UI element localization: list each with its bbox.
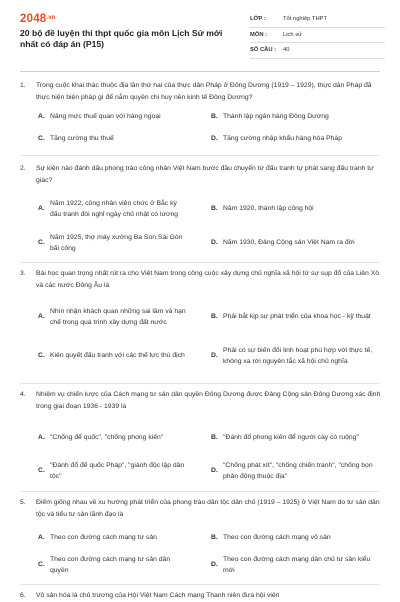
option-letter: B. xyxy=(211,205,218,213)
option-text: Nhìn nhận khách quan những sai lầm và hạn chế trong quá trình xây dựng đất nước xyxy=(50,307,186,326)
option-letter: A. xyxy=(38,434,45,442)
question-number: 4. xyxy=(20,391,26,398)
option-letter: D. xyxy=(211,352,218,360)
option-4c[interactable] xyxy=(38,459,190,483)
option-letter: B. xyxy=(211,113,218,120)
question-separator xyxy=(20,155,380,156)
option-5a[interactable] xyxy=(38,532,190,544)
document-meta xyxy=(250,12,385,59)
header-divider xyxy=(20,71,380,72)
option-text: Phải có sự biến đổi linh hoạt phù hợp với thực tế, không xa rời nguyên tắc xã hội chủ nghĩa xyxy=(223,346,373,365)
option-1a[interactable] xyxy=(38,111,190,123)
option-text: Theo con đường cách mạng dân chủ tư sản kiểu mới xyxy=(223,555,371,574)
option-letter: A. xyxy=(38,534,45,541)
logo-text: 2048 xyxy=(20,13,47,25)
option-text: Năm 1920, thành lập công hội xyxy=(223,205,314,213)
meta-key: LỚP : xyxy=(250,16,266,23)
option-text: Theo con đường cách mạng tư sản xyxy=(50,534,157,541)
option-letter: B. xyxy=(211,534,218,541)
question-4 xyxy=(20,389,382,412)
option-text: Năm 1925, thợ máy xưởng Ba Son Sài Gòn bãi công xyxy=(50,233,183,252)
question-text: Trong cuộc khai thác thuộc địa lần thứ hai của thực dân Pháp ở Đông Dương (1919 – 1929), thực dân Pháp đã thực hiện biện pháp gì để nắm quyền chi huy nền kinh tế Đông Dương? xyxy=(36,82,372,101)
option-text: Theo con đường cách mạng tư sản dân quyền xyxy=(50,555,171,574)
meta-value: 40 xyxy=(283,47,290,54)
question-number: 6. xyxy=(20,592,26,599)
option-3c[interactable] xyxy=(38,344,190,368)
question-separator xyxy=(20,383,380,384)
option-text: Thành lập ngân hàng Đông Dương xyxy=(223,113,329,120)
question-separator xyxy=(20,491,380,492)
option-1b[interactable] xyxy=(211,111,373,123)
option-5b[interactable] xyxy=(211,532,373,544)
meta-row-class xyxy=(250,12,385,28)
option-letter: C. xyxy=(38,467,45,475)
question-number: 1. xyxy=(20,82,26,89)
option-letter: C. xyxy=(38,352,45,360)
option-letter: D. xyxy=(211,239,218,247)
option-text: "Đánh đổ phong kiến để người cày có ruộng" xyxy=(223,434,359,442)
meta-value: Lịch sử xyxy=(283,31,303,38)
option-2d[interactable] xyxy=(211,231,373,255)
question-1 xyxy=(20,80,382,103)
option-letter: A. xyxy=(38,205,45,213)
option-text: "Chống để quốc", "chống phong kiến" xyxy=(50,434,164,442)
option-text: Tăng cường thu thuế xyxy=(50,135,114,142)
question-separator xyxy=(20,262,380,263)
meta-value: Tốt nghiệp THPT xyxy=(283,16,328,23)
question-separator xyxy=(20,584,380,585)
question-2 xyxy=(20,163,382,186)
option-5c[interactable] xyxy=(38,553,190,577)
logo-suffix: .vn xyxy=(46,15,56,21)
option-text: Phải bắt kịp sự phát triển của khoa học - kỹ thuật xyxy=(223,313,371,321)
question-3 xyxy=(20,268,382,291)
option-4d[interactable] xyxy=(211,459,373,483)
option-3d[interactable] xyxy=(211,338,373,374)
option-2b[interactable] xyxy=(211,197,373,221)
question-number: 5. xyxy=(20,499,26,506)
document-header xyxy=(0,0,400,66)
option-2c[interactable] xyxy=(38,231,190,255)
option-letter: D. xyxy=(211,467,218,475)
option-4b[interactable] xyxy=(211,426,373,450)
document-title: 20 bộ đề luyện thi thpt quốc gia môn Lịch Sử mới nhất có đáp án (P15) xyxy=(20,28,223,49)
option-letter: C. xyxy=(38,239,45,247)
question-text: Nhiệm vụ chiến lược của Cách mạng tư sản dân quyền Đông Dương được Đảng Cộng sản Đông Dương xác định trong giai đoạn 1936 - 1939 là xyxy=(36,391,381,410)
option-text: Kiên quyết đấu tranh với các thế lực thù địch xyxy=(50,352,185,360)
question-number: 2. xyxy=(20,165,26,172)
option-text: Tăng cường nhập khẩu hàng hóa Pháp xyxy=(223,135,342,142)
option-3a[interactable] xyxy=(38,305,190,329)
meta-row-count xyxy=(250,43,385,59)
meta-row-subject xyxy=(250,28,385,44)
option-letter: C. xyxy=(38,561,45,569)
option-text: Theo con đường cách mạng vô sản xyxy=(223,534,331,541)
option-letter: B. xyxy=(211,313,218,321)
option-3b[interactable] xyxy=(211,305,373,329)
option-letter: D. xyxy=(211,135,218,142)
meta-key: MÔN : xyxy=(250,31,268,38)
option-1d[interactable] xyxy=(211,133,373,145)
option-text: Nâng mức thuế quan với hàng ngoại xyxy=(50,113,161,120)
option-text: Năm 1922, công nhân viên chức ở Bắc kỳ đấu tranh đòi nghỉ ngày chủ nhật có lương xyxy=(50,199,179,218)
meta-key: SỐ CÂU : xyxy=(250,47,277,54)
option-letter: A. xyxy=(38,313,45,321)
option-2a[interactable] xyxy=(38,197,190,221)
site-logo[interactable] xyxy=(20,13,56,25)
question-text: Vô sản hóa là chủ trương của Hội Việt Nam Cách mạng Thanh niên đưa hội viên xyxy=(36,592,280,599)
question-text: Bài học quan trọng nhất rút ra cho Việt Nam trong công cuộc xây dựng chủ nghĩa xã hội từ sự sụp đổ của Liên Xô và các nước Đông Âu là xyxy=(36,270,380,289)
option-text: Năm 1930, Đảng Cộng sản Việt Nam ra đời xyxy=(223,239,355,247)
question-text: Sự kiện nào đánh dấu phong trào công nhân Việt Nam bước đầu chuyển từ đấu tranh tự phát sang đấu tranh tự giác? xyxy=(36,165,374,184)
option-letter: C. xyxy=(38,135,45,142)
option-4a[interactable] xyxy=(38,426,190,450)
option-5d[interactable] xyxy=(211,553,373,577)
option-1c[interactable] xyxy=(38,133,190,145)
question-text: Điểm giống nhau về xu hướng phát triển của phong trào dân tộc dân chủ (1919 – 1925) ở Việt Nam do tư sản dân tộc và tiểu tư sản lãnh đạo là xyxy=(36,499,380,518)
option-letter: D. xyxy=(211,561,218,569)
option-text: "Chống phát xít", "chống chiến tranh", "chống bọn phản động thuộc địa" xyxy=(223,461,373,480)
option-text: "Đánh đổ đế quốc Pháp", "giành độc lập dân tộc" xyxy=(50,461,185,480)
question-number: 3. xyxy=(20,270,26,277)
question-5 xyxy=(20,497,382,520)
option-letter: B. xyxy=(211,434,218,442)
option-letter: A. xyxy=(38,113,45,120)
